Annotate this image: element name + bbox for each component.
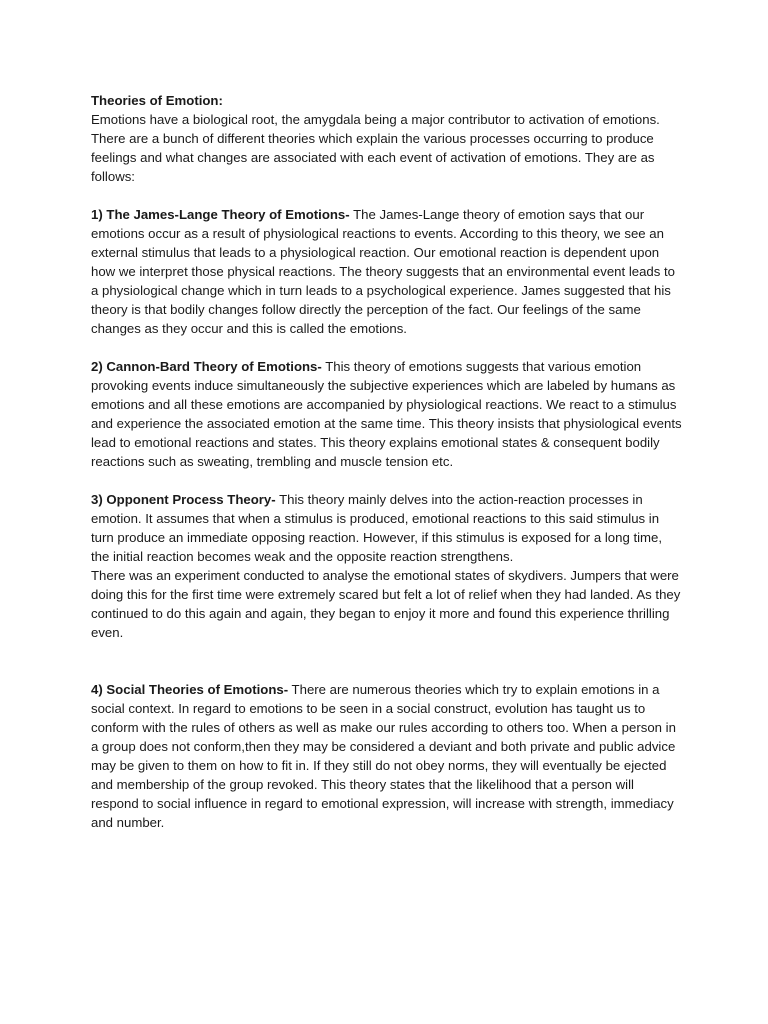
section-james-lange bbox=[91, 205, 683, 338]
section-opponent-process bbox=[91, 490, 683, 566]
section-social-theories bbox=[91, 680, 683, 832]
intro-paragraph: Emotions have a biological root, the amygdala being a major contributor to activation of emotions. There are a bunch of different theories which explain the various processes occurring to produce feelings and what changes are associated with each event of activation of emotions. They are as follows: bbox=[91, 112, 660, 184]
section-heading: 2) Cannon-Bard Theory of Emotions- bbox=[91, 359, 322, 374]
section-heading: 1) The James-Lange Theory of Emotions- bbox=[91, 207, 350, 222]
section-body: This theory mainly delves into the action-reaction processes in emotion. It assumes that when a stimulus is produced, emotional reactions to this said stimulus in turn produce an immediate opposing reaction. However, if this stimulus is exposed for a long time, the initial reaction becomes weak and the opposite reaction strengthens. bbox=[91, 492, 663, 564]
section-body: The James-Lange theory of emotion says that our emotions occur as a result of physiological reactions to events. According to this theory, we see an external stimulus that leads to a physiological reaction. Our emotional reaction is dependent upon how we interpret those physical reactions. The theory suggests that an environmental event leads to a physiological change which in turn leads to a psychological experience. James suggested that his theory is that bodily changes follow directly the perception of the fact. Our feelings of the same changes as they occur and this is called the emotions. bbox=[91, 207, 676, 336]
section-body: There are numerous theories which try to explain emotions in a social context. In regard to emotions to be seen in a social construct, evolution has taught us to conform with the rules of others as well as make our rules according to others too. When a person in a group does not conform,then they may be considered a deviant and both private and public advice may be given to them on how to fit in. If they still do not obey norms, they will eventually be ejected and membership of the group revoked. This theory states that the likelihood that a person will respond to social influence in regard to emotional expression, will increase with strength, immediacy and number. bbox=[91, 682, 676, 830]
section-body: This theory of emotions suggests that various emotion provoking events induce simultaneously the subjective experiences which are labeled by humans as emotions and all these emotions are accompanied by physiological reactions. We react to a stimulus and experience the associated emotion at the same time. This theory insists that physiological events lead to emotional reactions and states. This theory explains emotional states & consequent bodily reactions such as sweating, trembling and muscle tension etc. bbox=[91, 359, 682, 469]
spacer bbox=[91, 338, 683, 357]
section-heading: 4) Social Theories of Emotions- bbox=[91, 682, 289, 697]
document-page bbox=[91, 91, 683, 832]
spacer bbox=[91, 186, 683, 205]
spacer bbox=[91, 642, 683, 680]
section-cannon-bard bbox=[91, 357, 683, 471]
section-opponent-process-extra: There was an experiment conducted to analyse the emotional states of skydivers. Jumpers that were doing this for the first time were extremely scared but felt a lot of relief when they had landed. As they continued to do this again and again, they began to enjoy it more and found this experience thrilling even. bbox=[91, 568, 681, 640]
spacer bbox=[91, 471, 683, 490]
document-title: Theories of Emotion: bbox=[91, 93, 223, 108]
section-heading: 3) Opponent Process Theory- bbox=[91, 492, 276, 507]
